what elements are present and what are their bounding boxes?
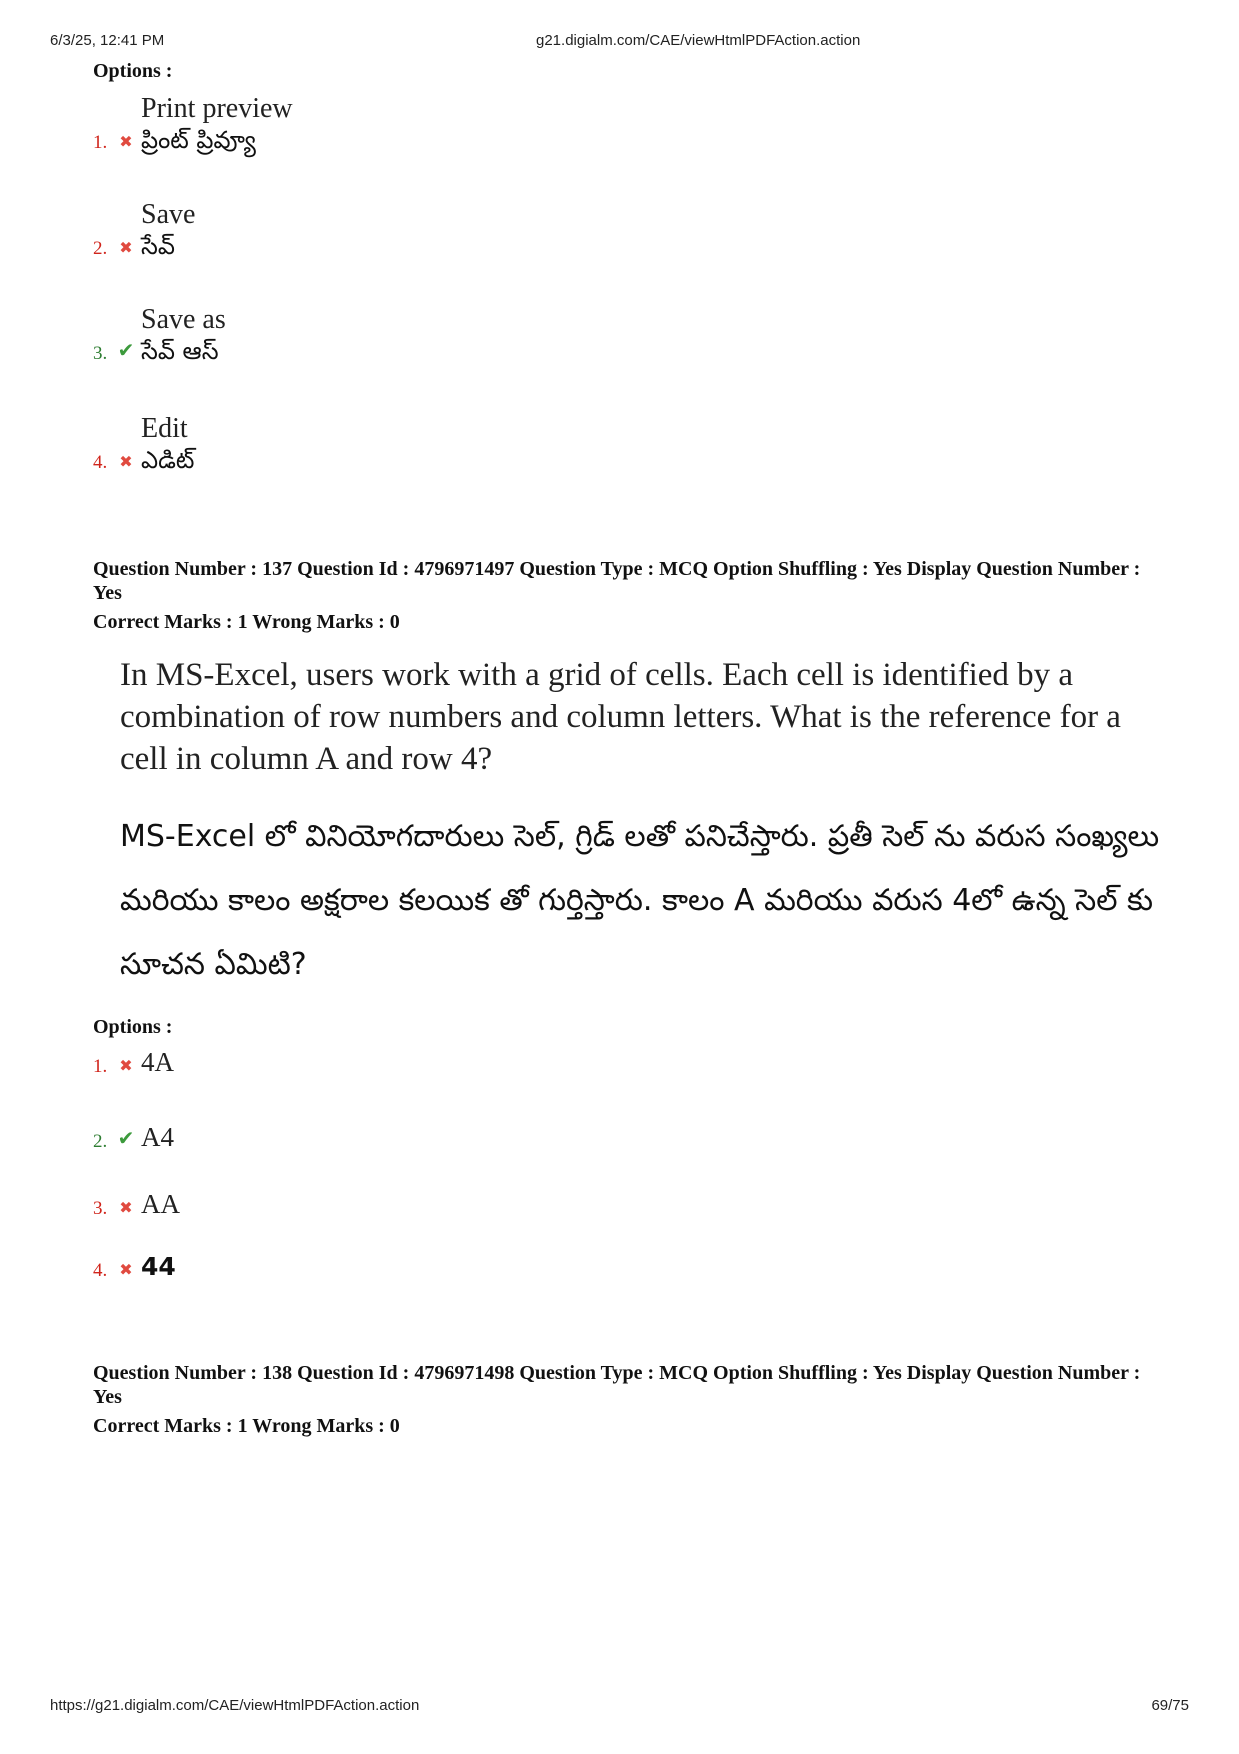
options-label: Options : xyxy=(93,1016,173,1038)
option-2 xyxy=(93,1121,174,1153)
option-text: 4A xyxy=(141,1047,174,1077)
option-number: 4. xyxy=(93,1260,108,1281)
option-english: Edit xyxy=(141,413,188,444)
print-url: g21.digialm.com/CAE/viewHtmlPDFAction.action xyxy=(536,32,861,49)
footer-url: https://g21.digialm.com/CAE/viewHtmlPDFAction.action xyxy=(50,1697,420,1714)
option-2 xyxy=(93,198,195,260)
option-number: 1. xyxy=(93,132,108,154)
option-number: 4. xyxy=(93,452,108,474)
option-telugu: ప్రింట్ ప్రివ్యూ xyxy=(141,125,256,154)
option-1 xyxy=(93,1046,174,1078)
check-icon: ✔ xyxy=(117,340,135,363)
question-meta: Question Number : 137 Question Id : 4796971497 Question Type : MCQ Option Shuffling : Yes Display Question Number : Yes xyxy=(93,558,1141,604)
option-telugu: సేవ్ xyxy=(141,231,175,260)
check-icon: ✔ xyxy=(117,1128,135,1151)
option-3 xyxy=(93,1188,180,1220)
page-number: 69/75 xyxy=(1151,1697,1189,1714)
option-number: 2. xyxy=(93,238,108,260)
question-marks: Correct Marks : 1 Wrong Marks : 0 xyxy=(93,611,400,633)
option-english: Save xyxy=(141,199,196,230)
cross-icon: ✖ xyxy=(119,454,133,472)
option-number: 3. xyxy=(93,1198,108,1220)
cross-icon: ✖ xyxy=(119,240,133,258)
option-4 xyxy=(93,1252,176,1282)
option-text: 44 xyxy=(141,1252,176,1281)
option-number: 3. xyxy=(93,343,108,365)
option-number: 1. xyxy=(93,1056,108,1078)
option-1 xyxy=(93,92,293,154)
question-marks: Correct Marks : 1 Wrong Marks : 0 xyxy=(93,1415,400,1437)
cross-icon: ✖ xyxy=(119,1262,133,1279)
option-text: AA xyxy=(141,1189,180,1219)
option-english: Save as xyxy=(141,304,226,335)
question-text-english: In MS-Excel, users work with a grid of cells. Each cell is identified by a combination of row numbers and column letters. What is the reference for a cell in column A and row 4? xyxy=(120,657,1121,777)
cross-icon: ✖ xyxy=(119,1058,133,1076)
option-english: Print preview xyxy=(141,93,293,124)
option-telugu: సేవ్ ఆస్ xyxy=(141,336,219,365)
option-4 xyxy=(93,412,194,474)
option-3 xyxy=(93,303,226,365)
option-telugu: ఎడిట్ xyxy=(141,445,195,474)
option-number: 2. xyxy=(93,1131,108,1153)
option-text: A4 xyxy=(141,1122,174,1152)
print-datetime: 6/3/25, 12:41 PM xyxy=(50,32,165,49)
question-meta: Question Number : 138 Question Id : 4796971498 Question Type : MCQ Option Shuffling : Yes Display Question Number : Yes xyxy=(93,1362,1141,1408)
question-text-telugu: MS-Excel లో వినియోగదారులు సెల్, గ్రిడ్ లతో పనిచేస్తారు. ప్రతీ సెల్ ను వరుస సంఖ్యలు మరియు కాలం అక్షరాల కలయిక తో గుర్తిస్తారు. కాలం A మరియు వరుస 4లో ఉన్న సెల్ కు సూచన ఏమిటి? xyxy=(120,819,1160,982)
options-label: Options : xyxy=(93,60,173,82)
cross-icon: ✖ xyxy=(119,134,133,152)
cross-icon: ✖ xyxy=(119,1200,133,1218)
